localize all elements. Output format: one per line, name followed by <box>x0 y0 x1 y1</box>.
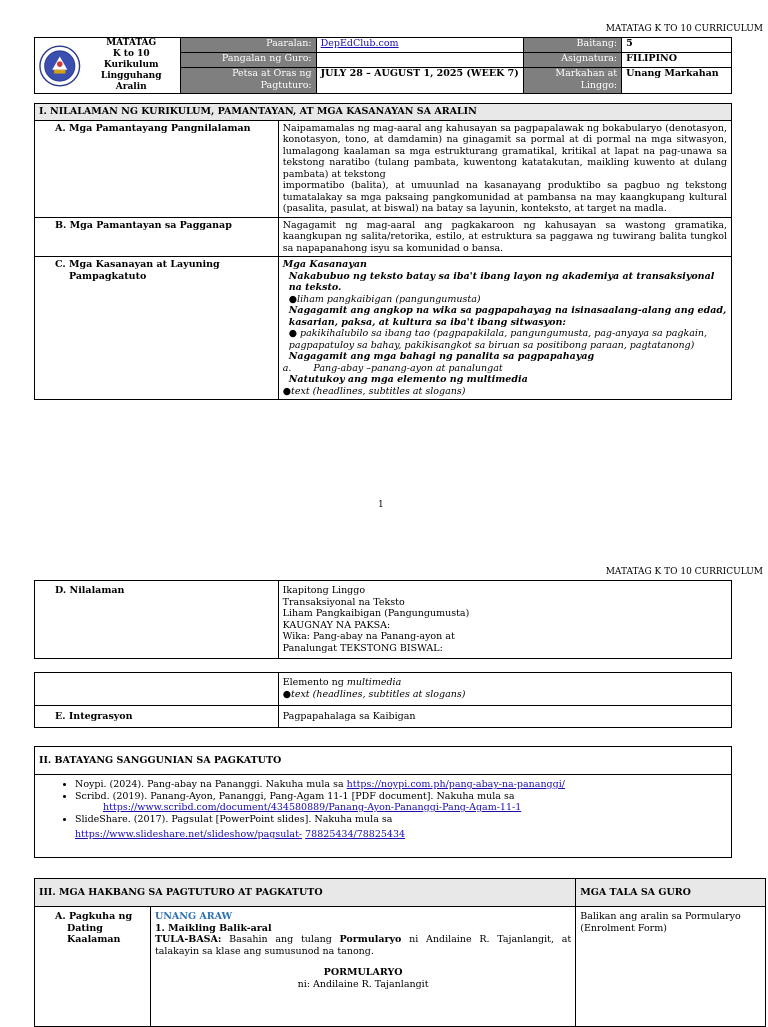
elemento-item: text (headlines, subtitles at slogans) <box>291 688 466 700</box>
date-value: JULY 28 – AUGUST 1, 2025 (WEEK 7) <box>316 68 524 94</box>
row-label: C. Mga Kasanayan at Layuning <box>55 259 220 270</box>
content-line: Wika: Pang-abay na Panang-ayon at <box>282 631 455 642</box>
reference-link[interactable]: https://www.slideshare.net/slideshow/pagsulat- <box>75 829 303 840</box>
quarter-value: Unang Markahan <box>622 68 732 94</box>
subject-label: Asignatura: <box>524 53 622 68</box>
grade-label: Baitang: <box>524 38 622 53</box>
content-line: Transaksiyonal na Teksto <box>282 596 405 608</box>
bullet-icon: ● <box>282 385 292 397</box>
teacher-label: Pangalan ng Guro: <box>180 53 316 68</box>
content-standard: impormatibo (balita), at umuunlad na kasanayang produktibo sa pagbuo ng tekstong tumatalakay sa mga paksaing pangkomunidad at pambansa na may kaangkupang kultural (pasalita, pasulat, at biswal) na batay sa layunin, konteksto, at target na madla. <box>282 180 727 214</box>
content-standard: Naipamamalas ng mag-aaral ang kahusayan sa pagpapalawak ng bokabularyo (denotasyon, konotasyon, tono, at damdamin) na ginagamit sa pormal at di pormal na mga sitwasyon, lumalagong kaalaman sa mga estrukturang gramatikal, kritikal at lapat na pag-unawa sa tekstong naratibo (tulang pambata, kuwentong katatakutan, maikling kuwento at dulang pambata) at tekstong <box>282 122 727 180</box>
references-list <box>39 779 727 841</box>
content-line: Ikapitong Linggo <box>282 585 366 596</box>
subject-value: FILIPINO <box>622 53 732 68</box>
section-title: II. BATAYANG SANGGUNIAN SA PAGKATUTO <box>35 747 732 775</box>
step-title: 1. Maikling Balik-aral <box>154 922 272 934</box>
performance-standard: Nagagamit ng mag-aaral ang pagkakaroon ng kahusayan sa wastong gramatika, kaangkupan ng salita/retorika, estilo, at estruktura sa paggawa ng tuwirang balita tungkol sa napapanahong isyu sa komunidad o bansa. <box>278 217 731 257</box>
tula-title: Pormularyo <box>339 934 402 945</box>
curriculum-table <box>34 103 732 400</box>
competency-item: Pang-abay –panang-ayon at panalungat <box>313 362 503 374</box>
row-label: Kaalaman <box>67 934 121 945</box>
row-label: E. Integrasyon <box>35 706 279 728</box>
section-title: I. NILALAMAN NG KURIKULUM, PAMANTAYAN, AT MGA KASANAYAN SA ARALIN <box>35 104 732 121</box>
procedure-table <box>34 878 766 1027</box>
page-number: 1 <box>378 500 384 510</box>
competency: Nakabubuo ng teksto batay sa iba't ibang layon ng akademiya at transaksiyonal na teksto. <box>288 270 715 293</box>
deped-seal-icon <box>39 44 81 88</box>
content-table <box>34 580 732 659</box>
date-label: Petsa at Oras ng Pagtuturo: <box>180 68 316 94</box>
section-title: III. MGA HAKBANG SA PAGTUTURO AT PAGKATUTO <box>35 879 576 907</box>
doc-title-line: MATATAG <box>106 38 157 48</box>
competency: Nagagamit ang mga bahagi ng panalita sa pagpapahayag <box>288 351 595 362</box>
competency-item: pakikihalubilo sa ibang tao (pagpapakilala, pangungumusta, pag-anyaya sa pagkain, pagpapatuloy sa bahay, pakikisangkot sa biruan sa positibong paraan, pagtatanong) <box>288 328 708 351</box>
list-item <box>75 779 727 791</box>
competency-heading: Mga Kasanayan <box>282 259 367 270</box>
content-line: Liham Pangkaibigan (Pangungumusta) <box>282 608 470 619</box>
bullet-icon: ● <box>282 688 291 700</box>
school-link[interactable]: DepEdClub.com <box>320 38 399 49</box>
content-line: KAUGNAY NA PAKSA: <box>282 619 391 631</box>
reference-text: SlideShare. (2017). Pagsulat [PowerPoint slides]. Nakuha mula sa <box>75 813 393 825</box>
tula-text: Basahin ang tulang <box>221 934 340 945</box>
grade-value: 5 <box>622 38 732 53</box>
reference-text: Noypi. (2024). Pang-abay na Pananggi. Nakuha mula sa <box>75 779 347 790</box>
competencies <box>278 257 731 400</box>
bullet-icon: ● <box>288 293 298 305</box>
quarter-label: Linggo: <box>580 79 618 91</box>
title-cell <box>35 38 181 94</box>
info-table <box>34 37 732 94</box>
teacher-note: Balikan ang aralin sa Pormularyo (Enrolment Form) <box>576 907 766 1027</box>
list-item <box>75 814 727 841</box>
elemento-italic: multimedia <box>346 677 402 688</box>
competency-item: liham pangkaibigan (pangungumusta) <box>297 293 481 305</box>
notes-header: MGA TALA SA GURO <box>576 879 766 907</box>
row-label: Dating <box>67 922 103 934</box>
row-label: Pampagkatuto <box>69 270 147 282</box>
competency-item: text (headlines, subtitles at slogans) <box>291 385 466 397</box>
integration-value: Pagpapahalaga sa Kaibigan <box>278 706 731 728</box>
references-table <box>34 746 732 858</box>
day-label: UNANG ARAW <box>154 911 233 922</box>
competency: Natutukoy ang mga elemento ng multimedia <box>288 374 528 385</box>
elemento-prefix: Elemento ng <box>282 677 347 688</box>
poem-title: PORMULARYO <box>323 967 403 978</box>
competency: Nagagamit ang angkop na wika sa pagpapahayag na isinasaalang-alang ang edad, kasarian, paksa, at kultura sa iba't ibang sitwasyon: <box>288 305 727 328</box>
doc-title-line: K to 10 Kurikulum <box>103 49 159 70</box>
poem-author: ni: Andilaine R. Tajanlangit <box>297 978 429 990</box>
row-label: B. Mga Pamantayan sa Pagganap <box>35 217 279 257</box>
reference-text: Scribd. (2019). Panang-Ayon, Pananggi, Pang-Agam 11-1 [PDF document]. Nakuha mula sa <box>75 790 515 802</box>
reference-link[interactable]: https://noypi.com.ph/pang-abay-na-pananggi/ <box>346 779 565 790</box>
integration-table <box>34 672 732 728</box>
row-label: A. Pagkuha ng <box>55 911 133 922</box>
list-marker: a. <box>282 362 292 374</box>
list-item <box>75 791 727 814</box>
row-label: A. Mga Pamantayang Pangnilalaman <box>35 120 279 217</box>
school-label: Paaralan: <box>180 38 316 53</box>
quarter-label: Markahan at <box>555 68 618 80</box>
reference-link[interactable]: https://www.scribd.com/document/434580889/Panang-Ayon-Pananggi-Pang-Agam-11-1 <box>103 802 522 813</box>
running-header: MATATAG K TO 10 CURRICULUM <box>605 24 763 34</box>
teacher-value <box>316 53 524 68</box>
content-line: Panalungat TEKSTONG BISWAL: <box>282 642 443 654</box>
tula-text: ni Andilaine R. Tajanlangit, at talakayin sa klase ang sumusunod na tanong. <box>154 934 572 957</box>
reference-link[interactable]: 78825434/78825434 <box>305 829 406 840</box>
running-header: MATATAG K TO 10 CURRICULUM <box>605 567 763 577</box>
row-label: D. Nilalaman <box>35 581 279 659</box>
tula-label: TULA-BASA: <box>154 934 222 945</box>
bullet-icon: ● <box>288 328 301 339</box>
doc-title-line: Lingguhang Aralin <box>100 71 162 92</box>
